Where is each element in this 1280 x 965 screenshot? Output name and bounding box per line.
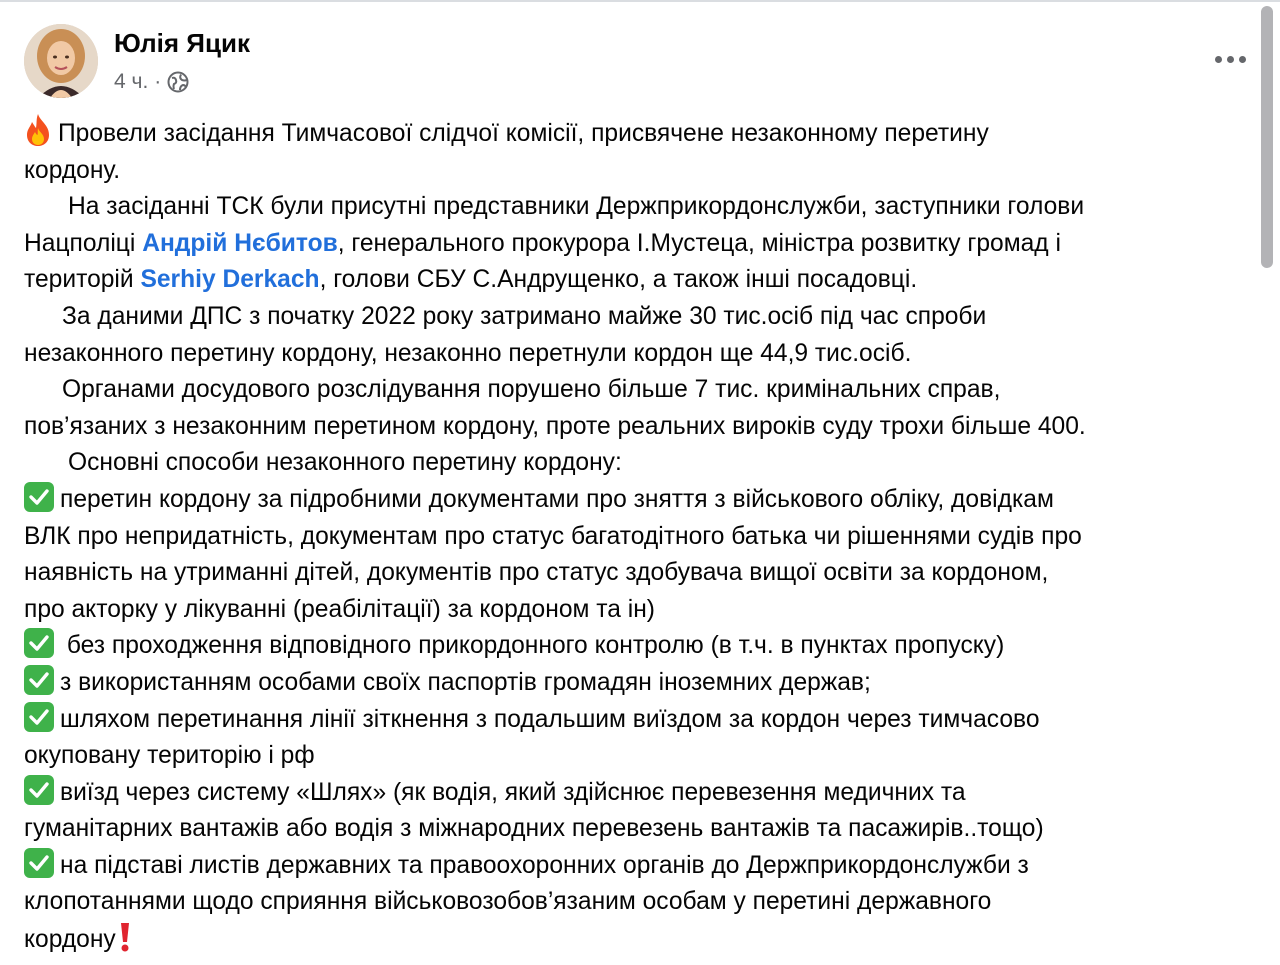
post-line: ВЛК про непридатність, документам про статус багатодітного батька чи рішеннями судів про bbox=[24, 522, 1082, 550]
mention-link-serhiy-derkach[interactable]: Serhiy Derkach bbox=[140, 266, 320, 294]
post-header bbox=[24, 22, 1254, 102]
post-line: без проходження відповідного прикордонного контролю (в т.ч. в пунктах пропуску) bbox=[24, 628, 1260, 665]
post-line: перетин кордону за підробними документами про зняття з військового обліку, довідкам bbox=[24, 482, 1260, 519]
post-line: виїзд через систему «Шлях» (як водія, який здійснює перевезення медичних та bbox=[24, 775, 1260, 812]
post-line: За даними ДПС з початку 2022 року затримано майже 30 тис.осіб під час спроби bbox=[62, 302, 987, 330]
post-line: Нацполіці Андрій Нєбитов, генерального прокурора І.Мустеца, міністра розвитку громад і bbox=[24, 229, 1061, 257]
check-mark-icon bbox=[24, 628, 54, 658]
post-line: кордону. bbox=[24, 156, 121, 184]
post-line: Органами досудового розслідування порушено більше 7 тис. кримінальних справ, bbox=[62, 376, 1001, 404]
post-line: На засіданні ТСК були присутні представники Держприкордонслужби, заступники голови bbox=[68, 193, 1085, 221]
post-line: гуманітарних вантажів або водія з міжнародних перевезень вантажів та пасажирів..тощо) bbox=[24, 815, 1044, 843]
post-line: кордону bbox=[24, 921, 1260, 959]
scrollbar-thumb[interactable] bbox=[1261, 6, 1273, 268]
post-line: шляхом перетинання лінії зіткнення з подальшим виїздом за кордон через тимчасово bbox=[24, 702, 1260, 739]
check-mark-icon bbox=[24, 482, 54, 512]
post-line: Основні способи незаконного перетину кордону: bbox=[68, 449, 622, 477]
mention-link-andrii-nebytov[interactable]: Андрій Нєбитов bbox=[142, 229, 338, 257]
meta-separator: · bbox=[154, 70, 162, 93]
post-line: наявність на утриманні дітей, документів про статус здобувача вищої освіти за кордоном, bbox=[24, 559, 1049, 587]
globe-icon bbox=[167, 71, 189, 93]
post-text bbox=[24, 113, 1260, 959]
post-line: Провели засідання Тимчасової слідчої комісії, присвячене незаконному перетину bbox=[24, 113, 1260, 153]
author-name[interactable]: Юлія Яцик bbox=[114, 28, 250, 58]
check-mark-icon bbox=[24, 665, 54, 695]
check-mark-icon bbox=[24, 775, 54, 805]
post-line: окуповану територію і рф bbox=[24, 742, 315, 770]
post-line: з використанням особами своїх паспортів громадян іноземних держав; bbox=[24, 665, 1260, 702]
check-mark-icon bbox=[24, 848, 54, 878]
post-time[interactable]: 4 ч. bbox=[114, 70, 149, 93]
post-line: пов’язаних з незаконним перетином кордону, проте реальних вироків суду трохи більше 400. bbox=[24, 412, 1086, 440]
post-line: територій Serhiy Derkach, голови СБУ С.Андрущенко, а також інші посадовці. bbox=[24, 266, 918, 294]
frame-top-border bbox=[0, 0, 1280, 2]
more-options-icon[interactable] bbox=[1208, 44, 1252, 74]
post-meta bbox=[114, 68, 189, 96]
red-exclamation-icon bbox=[118, 921, 132, 953]
avatar[interactable] bbox=[24, 24, 98, 98]
post-line: клопотаннями щодо сприяння військовозобов’язаним особам у перетині державного bbox=[24, 888, 992, 916]
post-line: про акторку у лікуванні (реабілітації) за кордоном та ін) bbox=[24, 595, 655, 623]
fire-icon bbox=[24, 113, 52, 147]
post-line: незаконного перетину кордону, незаконно перетнули кордон ще 44,9 тис.осіб. bbox=[24, 339, 912, 367]
post-line: на підставі листів державних та правоохоронних органів до Держприкордонслужби з bbox=[24, 848, 1260, 885]
check-mark-icon bbox=[24, 702, 54, 732]
